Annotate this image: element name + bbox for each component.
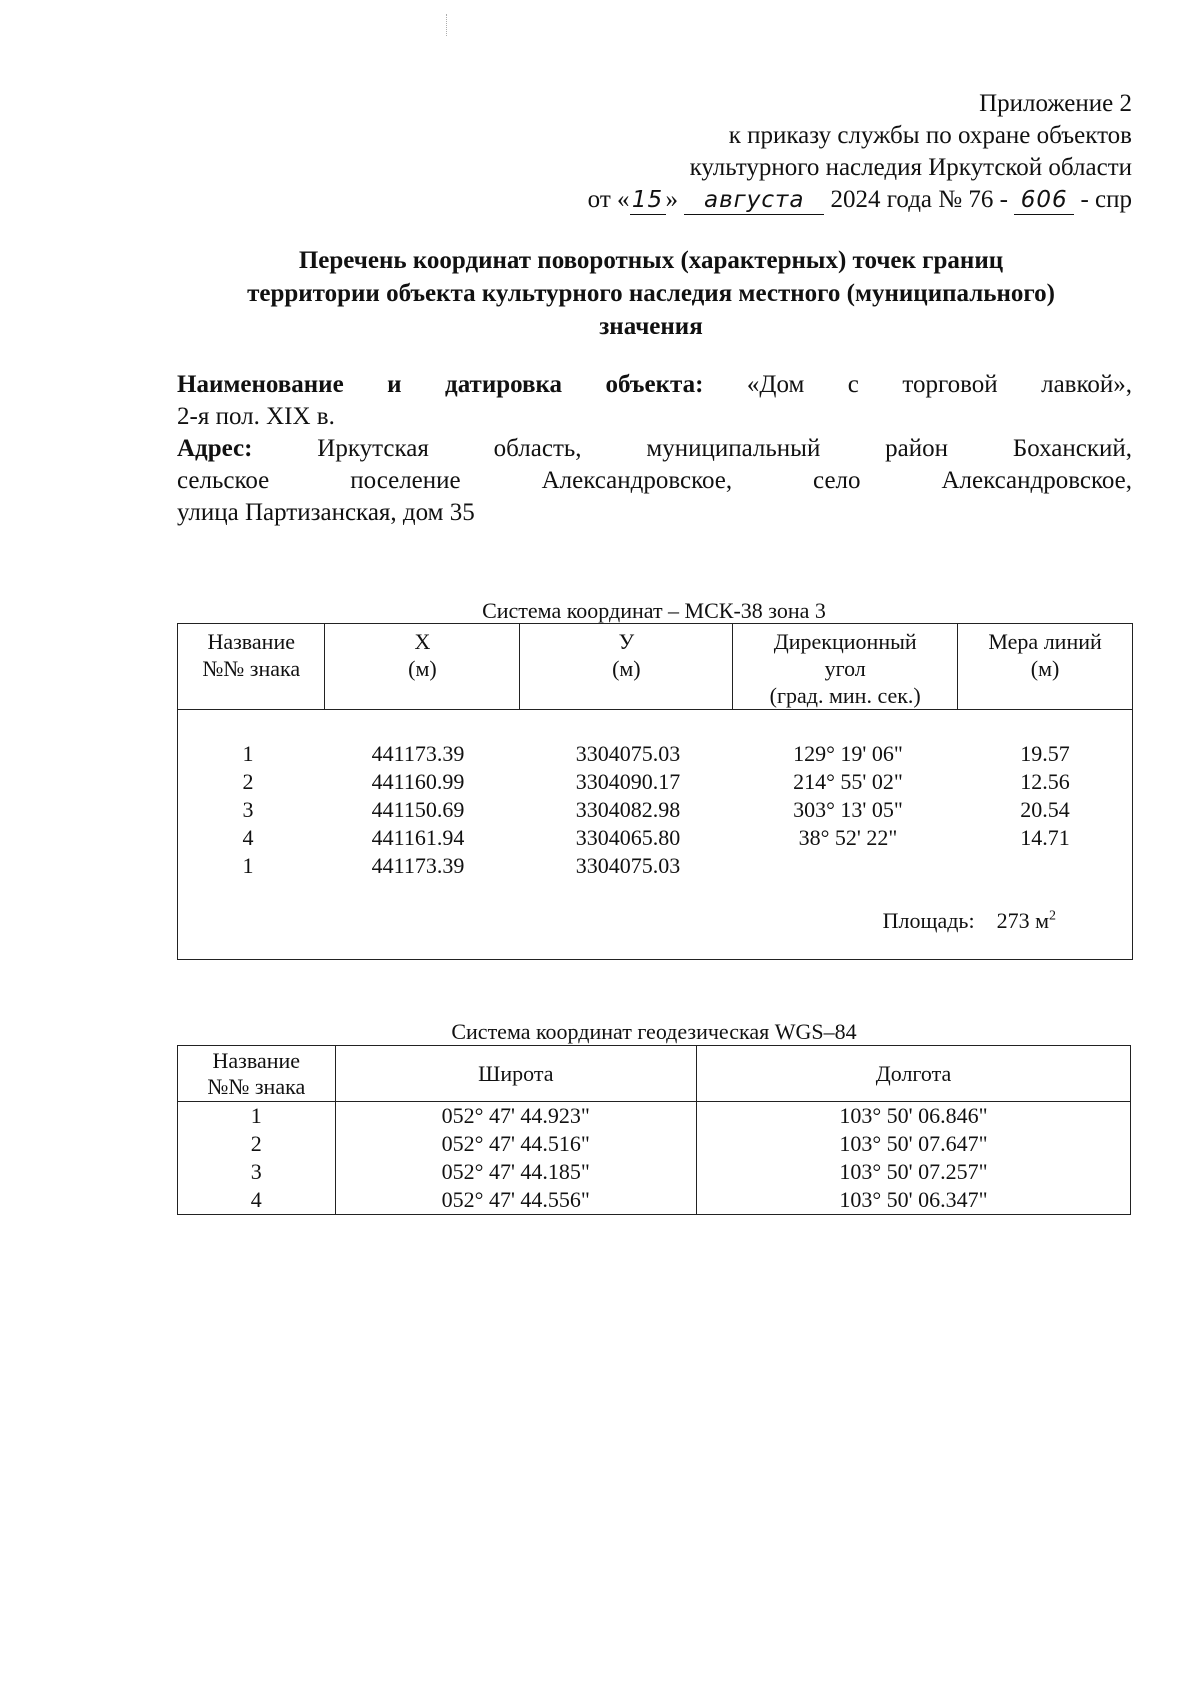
y-coordinate: 3304065.80 xyxy=(575,825,681,850)
wgs-table-caption: Система координат геодезическая WGS–84 xyxy=(451,1019,857,1044)
handwritten-month: августа xyxy=(684,186,824,215)
address-line-3: улица Партизанская, дом 35 xyxy=(177,499,475,526)
object-name-value: «Дом с торговой лавкой», xyxy=(746,371,1132,398)
area-exponent: 2 xyxy=(1049,908,1056,924)
point-number: 4 xyxy=(242,825,254,850)
address-line-1 xyxy=(177,433,1132,465)
longitude: 103° 50' 06.846" xyxy=(697,1102,1131,1131)
y-coordinate: 3304075.03 xyxy=(575,741,681,766)
direction-angle: 303° 13' 05" xyxy=(793,797,903,822)
title-line-2: территории объекта культурного наследия местного (муниципального) xyxy=(247,280,1055,307)
longitude: 103° 50' 06.347" xyxy=(697,1186,1131,1215)
line-length: 14.71 xyxy=(1020,825,1070,850)
order-suffix: - спр xyxy=(1080,186,1132,213)
point-number: 1 xyxy=(242,741,254,766)
latitude: 052° 47' 44.923" xyxy=(335,1102,696,1131)
address-label: Адрес: xyxy=(177,435,253,462)
wgs-table-row xyxy=(178,1102,1131,1131)
wgs-table-row xyxy=(178,1130,1131,1158)
date-quote-close: » xyxy=(665,186,679,213)
point-number: 2 xyxy=(242,769,254,794)
col-header-point-name: Название №№ знака xyxy=(178,624,325,710)
y-coordinate: 3304075.03 xyxy=(575,853,681,878)
col-header-y: У (м) xyxy=(520,624,733,710)
y-coordinate: 3304090.17 xyxy=(575,769,681,794)
longitude: 103° 50' 07.647" xyxy=(697,1130,1131,1158)
appendix-order-ref: к приказу службы по охране объектов xyxy=(728,122,1132,149)
object-name-line xyxy=(177,369,1132,401)
wgs-col-header-point-name: Название №№ знака xyxy=(178,1046,336,1102)
line-length: 12.56 xyxy=(1020,769,1070,794)
direction-angle: 129° 19' 06" xyxy=(793,741,903,766)
wgs-point-number: 3 xyxy=(178,1158,336,1186)
x-coordinate: 441150.69 xyxy=(371,797,465,822)
line-length xyxy=(958,852,1132,880)
wgs-point-number: 1 xyxy=(178,1102,336,1131)
handwritten-day: 15 xyxy=(630,186,666,215)
msk-table-row xyxy=(178,740,1132,768)
msk-coordinates-table xyxy=(177,623,1133,960)
y-coordinate: 3304082.98 xyxy=(575,797,681,822)
msk-table-row xyxy=(178,824,1132,852)
direction-angle: 214° 55' 02" xyxy=(793,769,903,794)
wgs-col-header-latitude: Широта xyxy=(335,1046,696,1102)
col-header-angle: Дирекционный угол (град. мин. сек.) xyxy=(733,624,958,710)
area-number: 273 м xyxy=(996,908,1049,933)
title-line-1: Перечень координат поворотных (характерных) точек границ xyxy=(298,247,1004,274)
x-coordinate: 441160.99 xyxy=(371,769,465,794)
latitude: 052° 47' 44.556" xyxy=(335,1186,696,1215)
point-number: 1 xyxy=(242,853,254,878)
area-label: Площадь: xyxy=(882,908,975,933)
msk-table-caption: Система координат – МСК-38 зона 3 xyxy=(482,598,826,623)
scan-artifact xyxy=(446,14,455,36)
latitude: 052° 47' 44.516" xyxy=(335,1130,696,1158)
line-length: 19.57 xyxy=(1020,741,1070,766)
msk-table-row xyxy=(178,796,1132,824)
wgs-table-row xyxy=(178,1158,1131,1186)
appendix-date-line xyxy=(588,184,1132,216)
msk-table-body xyxy=(178,710,1133,960)
wgs-coordinates-table xyxy=(177,1045,1131,1215)
line-length: 20.54 xyxy=(1020,797,1070,822)
wgs-point-number: 2 xyxy=(178,1130,336,1158)
wgs-point-number: 4 xyxy=(178,1186,336,1215)
msk-table-row xyxy=(178,768,1132,796)
msk-rows xyxy=(178,740,1132,880)
x-coordinate: 441173.39 xyxy=(371,741,465,766)
document-title xyxy=(170,244,1132,343)
area-line xyxy=(178,908,1132,934)
object-dating: 2-я пол. XIX в. xyxy=(177,403,335,430)
address-value-1: Иркутская область, муниципальный район Боханский, xyxy=(317,435,1133,462)
title-line-3: значения xyxy=(599,313,703,340)
col-header-length: Мера линий (м) xyxy=(958,624,1133,710)
appendix-title: Приложение 2 xyxy=(979,90,1132,117)
col-header-x: X (м) xyxy=(325,624,520,710)
object-name-label: Наименование и датировка объекта: xyxy=(177,371,704,398)
x-coordinate: 441161.94 xyxy=(371,825,465,850)
latitude: 052° 47' 44.185" xyxy=(335,1158,696,1186)
area-value xyxy=(997,908,1056,934)
wgs-table-row xyxy=(178,1186,1131,1215)
object-info xyxy=(177,369,1132,529)
handwritten-order-number: 606 xyxy=(1014,186,1074,215)
x-coordinate: 441173.39 xyxy=(371,853,465,878)
wgs-col-header-longitude: Долгота xyxy=(697,1046,1131,1102)
appendix-authority: культурного наследия Иркутской области xyxy=(689,154,1132,181)
direction-angle: 38° 52' 22" xyxy=(798,825,898,850)
wgs-rows xyxy=(178,1102,1131,1215)
point-number: 3 xyxy=(242,797,254,822)
address-line-2: сельское поселение Александровское, село Александровское, xyxy=(177,467,1132,494)
date-year: 2024 года № 76 - xyxy=(830,186,1008,213)
date-prefix: от « xyxy=(587,186,630,213)
appendix-header xyxy=(588,88,1132,216)
msk-table-row xyxy=(178,852,1132,880)
longitude: 103° 50' 07.257" xyxy=(697,1158,1131,1186)
direction-angle xyxy=(738,852,958,880)
